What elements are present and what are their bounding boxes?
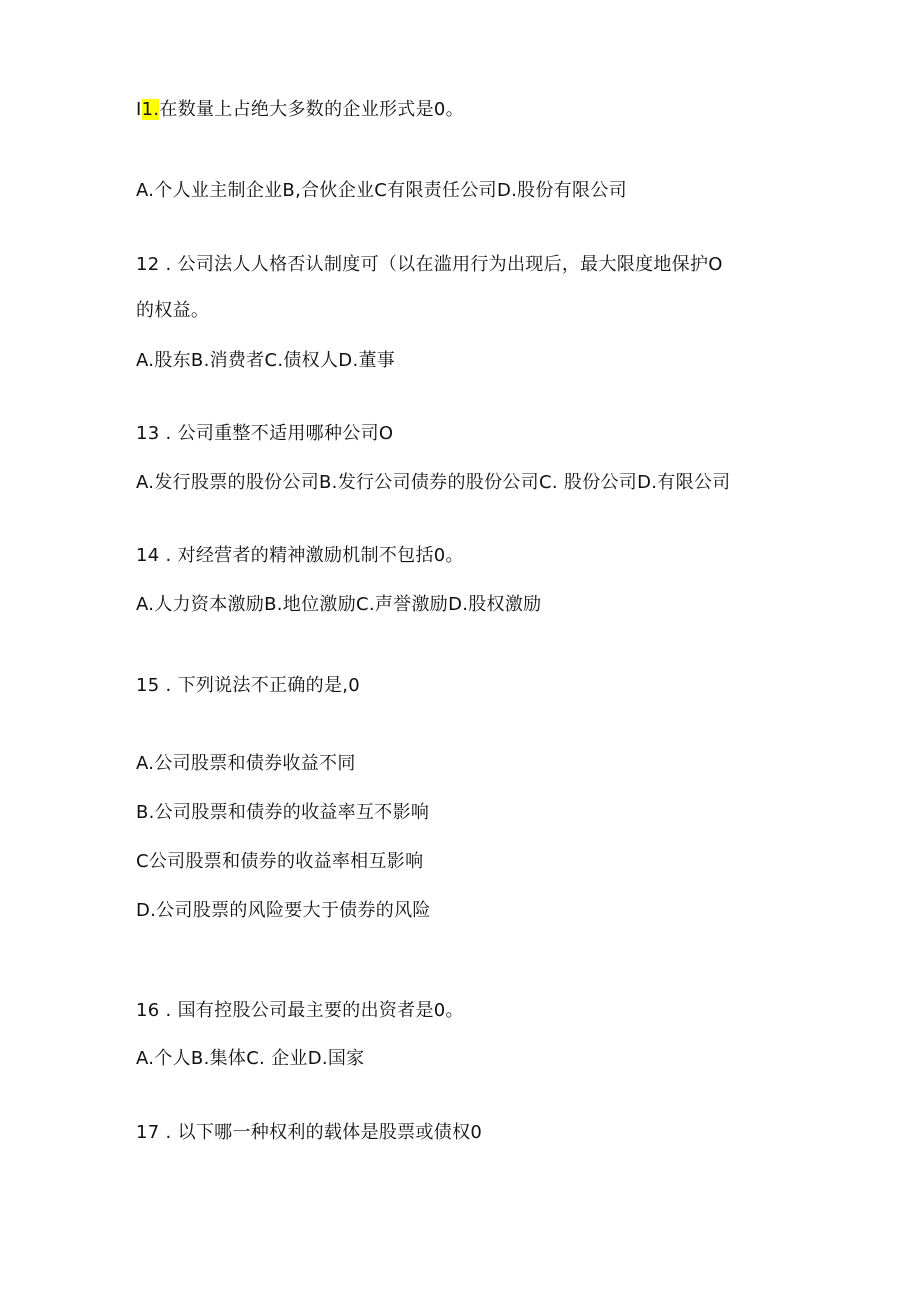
question-11-prefix: I [136, 99, 142, 120]
question-12-options: A.股东B.消费者C.债权人D.董事 [136, 350, 396, 371]
question-13-options: A.发行股票的股份公司B.发行公司债券的股份公司C. 股份公司D.有限公司 [136, 472, 731, 493]
question-11-text: 在数量上占绝大多数的企业形式是0。 [159, 99, 464, 120]
question-15-option-c: C公司股票和债券的收益率相互影响 [136, 851, 424, 872]
question-13-title: 13 . 公司重整不适用哪种公司O [136, 423, 394, 444]
question-15-option-d: D.公司股票的风险要大于债券的风险 [136, 900, 431, 921]
question-11-number-highlight: 1. [141, 99, 160, 120]
question-15-option-b: B.公司股票和债券的收益率互不影响 [136, 802, 430, 823]
question-16-title: 16 . 国有控股公司最主要的出资者是0。 [136, 1000, 464, 1021]
question-11-title [136, 98, 464, 122]
question-11-options: A.个人业主制企业B,合伙企业C有限责任公司D.股份有限公司 [136, 180, 627, 201]
question-15-option-a: A.公司股票和债券收益不同 [136, 753, 356, 774]
question-12-title-line2: 的权益。 [136, 300, 210, 321]
question-16-options: A.个人B.集体C. 企业D.国家 [136, 1048, 365, 1069]
question-12-title-line1: 12 . 公司法人人格否认制度可（以在滥用行为出现后，最大限度地保护O [136, 254, 723, 275]
question-17-title: 17 . 以下哪一种权利的载体是股票或债权0 [136, 1122, 483, 1143]
question-14-title: 14 . 对经营者的精神激励机制不包括0。 [136, 545, 464, 566]
question-15-title: 15 . 下列说法不正确的是,0 [136, 675, 361, 696]
question-14-options: A.人力资本激励B.地位激励C.声誉激励D.股权激励 [136, 594, 542, 615]
